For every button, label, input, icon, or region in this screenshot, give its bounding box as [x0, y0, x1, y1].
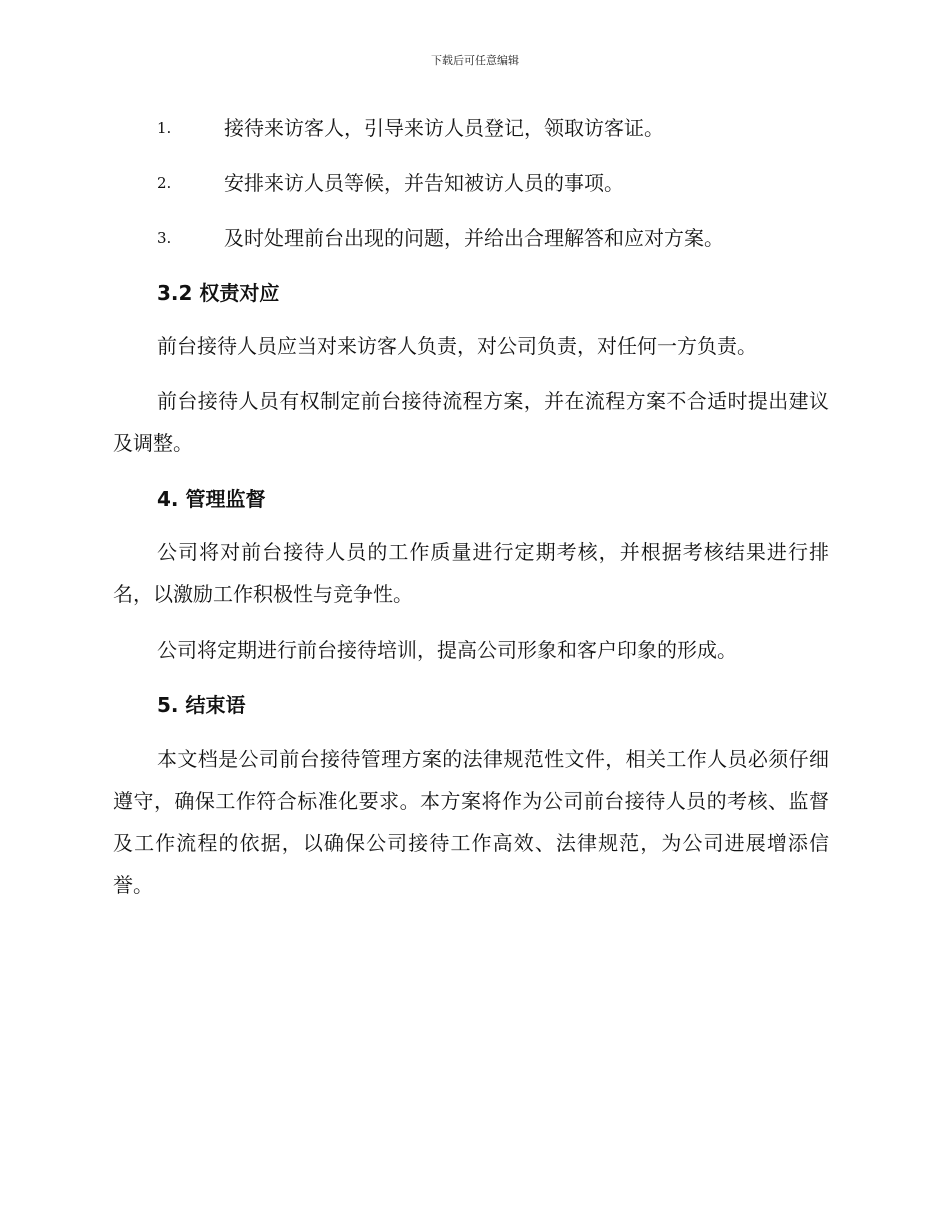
list-item	[0, 168, 950, 198]
list-number: 2.	[157, 174, 172, 192]
paragraph: 前台接待人员有权制定前台接待流程方案，并在流程方案不合适时提出建议及调整。	[113, 389, 829, 455]
section-heading-3-2: 3.2 权责对应	[157, 281, 280, 305]
list-item	[0, 113, 950, 143]
section-heading-4: 4. 管理监督	[157, 487, 266, 511]
list-number: 1.	[157, 119, 172, 137]
list-text: 接待来访客人，引导来访人员登记，领取访客证。	[224, 116, 664, 140]
list-text: 及时处理前台出现的问题，并给出合理解答和应对方案。	[224, 226, 724, 250]
list-number: 3.	[157, 229, 172, 247]
page-header: 下载后可任意编辑	[431, 54, 519, 67]
section-heading-5: 5. 结束语	[157, 693, 246, 717]
paragraph: 公司将定期进行前台接待培训，提高公司形象和客户印象的形成。	[157, 638, 737, 662]
paragraph: 前台接待人员应当对来访客人负责，对公司负责，对任何一方负责。	[157, 334, 757, 358]
list-item	[0, 223, 950, 253]
paragraph: 公司将对前台接待人员的工作质量进行定期考核，并根据考核结果进行排名，以激励工作积极性与竞争性。	[113, 540, 829, 606]
paragraph: 本文档是公司前台接待管理方案的法律规范性文件，相关工作人员必须仔细遵守，确保工作符合标准化要求。本方案将作为公司前台接待人员的考核、监督及工作流程的依据，以确保公司接待工作高效、法律规范，为公司进展增添信誉。	[113, 747, 829, 897]
list-text: 安排来访人员等候，并告知被访人员的事项。	[224, 171, 624, 195]
